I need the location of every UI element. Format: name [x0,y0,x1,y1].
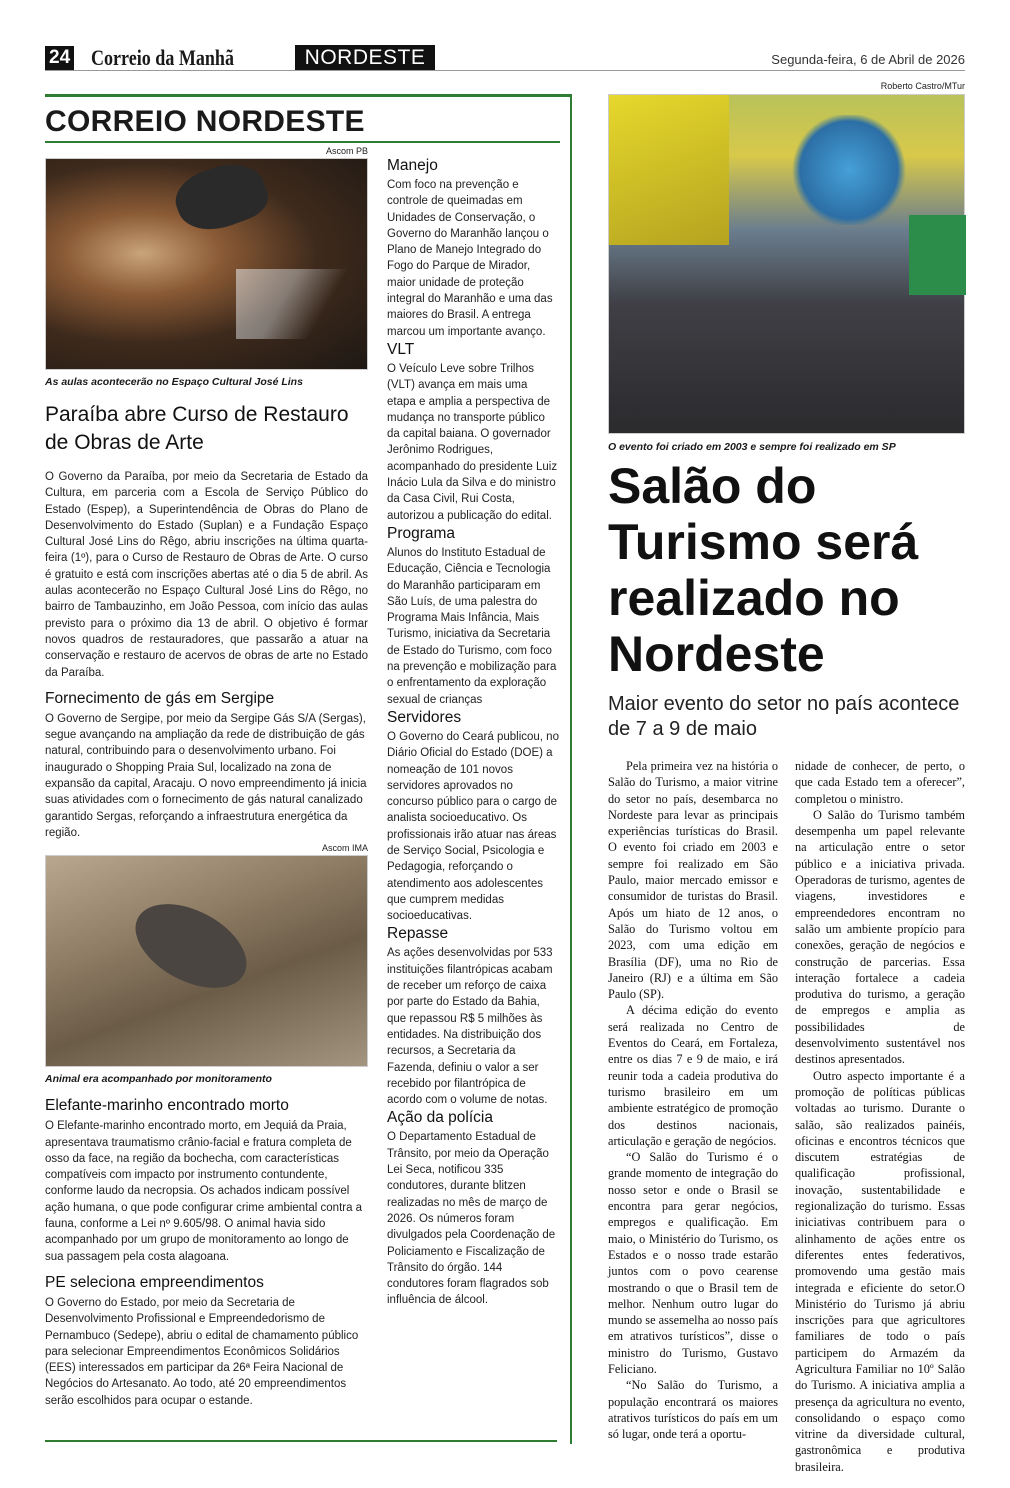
brief-title: Repasse [387,925,449,943]
main-headline: Salão do Turismo será realizado no Nordeste [608,458,919,682]
box-right-rule [570,94,572,1444]
box-bottom-rule [45,1440,557,1442]
subheadline: Maior evento do setor no país acontece de 7 a 9 de maio [608,693,960,740]
blue-globe-shape [789,115,909,225]
left-column [45,146,368,1409]
brief-body: O Governo do Ceará publicou, no Diário Oficial do Estado (DOE) a nomeação de 101 novos servidores aprovados no concurso público para o cargo de analista socioeducativo. Os profissionais irão atuar nas áreas de Serviço Social, Psicologia e Pedagogia, reforçando o atendimento aos adolescentes que cumprem medidas socioeducativas. [387,730,559,923]
green-stand-shape [909,215,966,295]
restoration-photo [45,158,368,370]
paragraph: O Salão do Turismo também desempenha um papel relevante na articulação entre o setor público e a iniciativa privada. Operadoras de turismo, agentes de viagens, investidores e empreendedores encontram no salão um ambiente propício para conexões, geração de negócios e construção de parcerias. Essa interação fortalece a cadeia produtiva do turismo, a geração de empregos e amplia as possibilidades de desenvolvimento sustentável nos destinos apresentados. [795,807,965,1067]
paragraph: nidade de conhecer, de perto, o que cada Estado tem a oferecer”, completou o ministro. [795,759,965,806]
event-crowd-photo [608,94,965,434]
damaged-paint-area [236,269,356,339]
article-columns [608,758,968,1475]
issue-date: Segunda-feira, 6 de Abril de 2026 [771,52,965,67]
article-title: Elefante-marinho encontrado morto [45,1097,289,1115]
paragraph: “O Salão do Turismo é o grande momento de integração do nosso setor e onde o Brasil se encontra para gerar negócios, empregos e qualificação. Em maio, o Ministério do Turismo, os Estados e o nosso trade estarão juntos com o povo cearense mostrando o que o Brasil tem de melhor. Nenhum outro lugar do mundo se assemelha ao nosso país em atrativos turísticos”, disse o ministro do Turismo, Gustavo Feliciano. [608,1150,778,1376]
brief-body: Com foco na prevenção e controle de queimadas em Unidades de Conservação, o Governo do Maranhão lançou o Plano de Manejo Integrado do Fogo do Parque de Mirador, maior unidade de proteção integral do Maranhão e uma das maiores do Brasil. A entrega marcou um importante avanço. [387,179,553,338]
gloved-hand-shape [168,153,273,240]
main-article [608,458,968,1475]
paragraph: A décima edição do evento será realizada no Centro de Eventos do Ceará, em Fortaleza, entre os dias 7 e 9 de maio, e irá reunir toda a cadeia produtiva do turismo brasileiro em um ambiente estratégico de promoção dos destinos nacionais, articulação e geração de negócios. [608,1003,778,1148]
photo-credit: Roberto Castro/MTur [880,81,965,91]
article-column-1 [608,758,778,1475]
photo-credit: Ascom IMA [321,843,368,854]
seal-body-shape [122,887,261,1005]
article-title: Paraíba abre Curso de Restauro de Obras de Arte [45,403,349,454]
brief-body: O Departamento Estadual de Trânsito, por meio da Operação Lei Seca, notificou 335 condutores, durante blitzen realizadas no mês de março de 2026. Os números foram divulgados pela Coordenação de Policiamento e Fiscalização de Trânsito do órgão. 144 condutores foram flagrados sob influência de álcool. [387,1131,556,1307]
article-body: O Governo da Paraíba, por meio da Secretaria de Estado da Cultura, em parceria com a Escola de Serviço Público do Estado (Espep), a Superintendência de Obras do Plano de Desenvolvimento do Estado (Suplan) e a Fundação Espaço Cultural José Lins do Rêgo, abriu inscrições na última quarta-feira (1º), para o Curso de Restauro de Obras de Arte. O curso é gratuito e está com inscrições abertas até o dia 5 de abril. As aulas acontecerão no Espaço Cultural José Lins do Rêgo, no bairro de Tambauzinho, em João Pessoa, com início das aulas previsto para o próximo dia 13 de abril. O objetivo é formar novos quadros de restauradores, que passarão a atuar na conservação e restauro de acervos de obras de arte no Estado da Paraíba. [45,471,368,679]
header-rule [45,70,965,71]
paragraph: Pela primeira vez na história o Salão do Turismo, a maior vitrine do setor no país, desembarca no Nordeste para levar as principais experiências turísticas do Brasil. O evento foi criado em 2003 e sempre foi realizado em São Paulo, maior mercado emissor e consumidor de turistas do Brasil. Após um hiato de 12 anos, o Salão do Turismo voltou em 2023, com uma edição em Brasília (DF), uma no Rio de Janeiro (RJ) e a última em São Paulo (SP). [608,759,778,1002]
section-label: NORDESTE [295,45,435,71]
article-title: Fornecimento de gás em Sergipe [45,689,275,707]
box-title: CORREIO NORDESTE [45,105,365,138]
brief-body: O Veículo Leve sobre Trilhos (VLT) avança em mais uma etapa e amplia a perspectiva de mudança no transporte público da capital baiana. O governador Jerônimo Rodrigues, acompanhado do presidente Luiz Inácio Lula da Silva e do ministro da Casa Civil, Rui Costa, autorizou a publicação do edital. [387,362,558,522]
brief-item [387,1108,559,1308]
title-underline [45,141,560,143]
photo-caption: As aulas acontecerão no Espaço Cultural José Lins [45,376,303,388]
article-column-2 [795,758,965,1475]
photo-credit: Ascom PB [325,146,368,156]
page-number: 24 [45,46,74,70]
brief-body: Alunos do Instituto Estadual de Educação, Ciência e Tecnologia do Maranhão participaram em São Luís, de uma palestra do Programa Mais Infância, Mais Turismo, iniciativa da Secretaria de Estado do Turismo, com foco na prevenção e mobilização para o enfrentamento da exploração sexual de crianças [387,546,557,706]
yellow-stand-shape [609,95,729,245]
article-title: PE seleciona empreendimentos [45,1273,264,1291]
brief-item [387,924,559,1108]
paragraph: Outro aspecto importante é a promoção de políticas públicas voltadas ao turismo. Durante o salão, são realizados painéis, oficinas e encontros técnicos que discutem estratégias de qualificação profissional, inovação, sustentabilidade e regionalização do turismo. Essas iniciativas contribuem para o alinhamento de ações entre os diferentes entes federativos, promovendo uma gestão mais integrada e eficiente do setor.O Ministério do Turismo já abriu inscrições para que agricultores familiares de todo o país participem do Armazém da Agricultura Familiar no 10º Salão do Turismo. A iniciativa amplia a presença da agricultura no evento, consolidando o espaço como vitrine da diversidade cultural, gastronômica e produtiva brasileira. [795,1068,965,1474]
brief-item [387,708,559,925]
brief-title: Ação da polícia [387,1109,493,1127]
article-body: O Elefante-marinho encontrado morto, em Jequiá da Praia, apresentava traumatismo crânio-facial e fratura completa de osso da face, na região da bochecha, com características compatíveis com impacto por instrumento contundente, conforme laudo da necropsia. Os achados indicam possível ação humana, o que pode configurar crime ambiental contra a fauna, conforme a Lei nº 9.605/98. O animal havia sido acompanhado por um grupo de monitoramento ao longo de sua passagem pela costa alagoana. [45,1120,363,1263]
brief-title: Programa [387,524,456,542]
brief-item [387,156,559,340]
newspaper-logo: Correio da Manhã [91,45,234,70]
brief-news-column [387,156,559,1309]
elephant-seal-photo [45,855,368,1067]
box-top-rule [45,94,572,97]
photo-caption: O evento foi criado em 2003 e sempre foi realizado em SP [608,441,896,453]
brief-item [387,340,559,524]
brief-title: Manejo [387,157,438,174]
photo-caption: Animal era acompanhado por monitoramento [45,1073,272,1086]
brief-item [387,524,559,708]
brief-title: Servidores [387,708,462,726]
article-body: O Governo do Estado, por meio da Secretaria de Desenvolvimento Profissional e Empreendedorismo de Pernambuco (Sedepe), abriu o edital de chamamento público para selecionar Empreendimentos Econômicos Solidários (EES) interessados em participar da 26ª Feira Nacional de Negócios do Artesanato. Ao todo, até 20 empreendimentos serão escolhidos para ocupar o estande. [45,1296,359,1407]
brief-body: As ações desenvolvidas por 533 instituições filantrópicas acabam de receber um reforço de caixa por parte do Estado da Bahia, que repassou R$ 5 milhões às entidades. Na distribuição dos recursos, a Secretaria da Fazenda, definiu o valor a ser recebido por filantrópica de acordo com o volume de notas. [387,947,553,1107]
paragraph: “No Salão do Turismo, a população encontrará os maiores atrativos turísticos do país em um só lugar, onde terá a oportu- [608,1378,778,1442]
article-body: O Governo de Sergipe, por meio da Sergipe Gás S/A (Sergas), segue avançando na ampliação da rede de distribuição de gás natural, contribuindo para o desenvolvimento urbano. Foi inaugurado o Shopping Praia Sul, localizado na zona de expansão da capital, Aracaju. O novo empreendimento já inicia suas atividades com o fornecimento de gás natural canalizado garantido Sergas, reforçando a infraestrutura energética da região. [45,712,367,839]
brief-title: VLT [387,340,415,358]
